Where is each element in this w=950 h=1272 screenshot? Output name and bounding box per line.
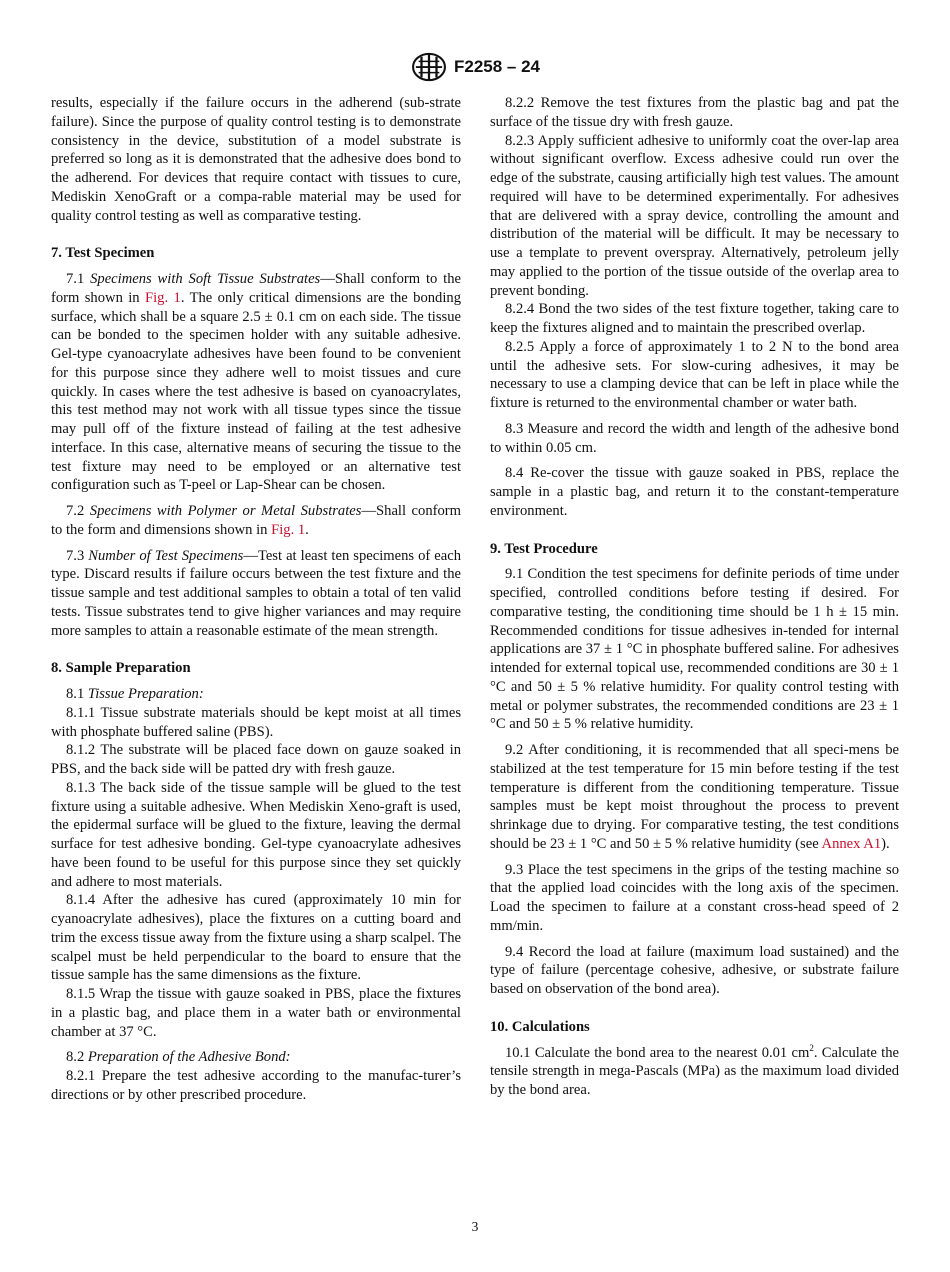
page-number: 3 — [471, 1219, 479, 1234]
paragraph-10-1: 10.1 Calculate the bond area to the nearest 0.01 $cm^2$. Calculate the tensile strength in mega-Pascals (MPa) as the maximum load divided by the bond area. — [490, 1042, 899, 1098]
paragraph-9-2: 9.2 After conditioning, it is recommended that all speci-mens be stabilized at the test temperature for 15 min before testing if the test temperature is different from the conditioning temperature. Tissue samples must be kept moist throughout the process to prevent shrinkage due to drying. For comparative testing, the test conditions should be 23 ± 1 °C and 50 ± 5 % relative humidity (see Annex A1). — [490, 742, 899, 852]
paragraph-8-1-1: 8.1.1 Tissue substrate materials should be kept moist at all times with phosphate buffered saline (PBS). — [51, 704, 461, 740]
paragraph-7-2: 7.2 Specimens with Polymer or Metal Substrates—Shall conform to the form and dimensions shown in Fig. 1. — [51, 503, 462, 538]
section-8-heading: 8. Sample Preparation — [51, 660, 191, 677]
paragraph-8-4: 8.4 Re-cover the tissue with gauze soaked in PBS, replace the sample in a plastic bag, and return it to the constant-temperature environment. — [490, 465, 899, 519]
section-10-heading: 10. Calculations — [490, 1018, 590, 1035]
paragraph-9-1: 9.1 Condition the test specimens for definite periods of time under specified, controlled conditions before testing if desired. For comparative testing, the conditioning time should be 1 h ± 15 min. Recommended conditions for tissue adhesives in-tended for internal applications are 37 ± 1 °C in phosphate buffered saline. For adhesives intended for external topical use, recommended conditions are 30 ± 1 °C and 50 ± 5 % relative humidity. For quality control testing with metal or polymer substrates, the recommended conditions are 23 ± 1 °C and 50 ± 5 % relative humidity. — [490, 566, 899, 733]
standard-designation: F2258 – 24 — [453, 57, 540, 76]
paragraph-8-2-4: 8.2.4 Bond the two sides of the test fixture together, taking care to keep the fixtures aligned and to maintain the prescribed overlap. — [490, 301, 899, 336]
astm-logo-icon — [410, 52, 448, 82]
paragraph-8-2-3: 8.2.3 Apply sufficient adhesive to uniformly coat the over-lap area without significant overflow. Excess adhesive could run over the edge of the substrate, causing artificially high test values. The amount required will have to be determined experimentally. For adhesives that are delivered with a spray device, controlling the amount and distribution of the material will be difficult. It may be necessary to use a template to prevent overspray. Alternatively, petroleum jelly may applied to the portion of the tissue outside of the overlap area to prevent bonding. — [490, 132, 899, 299]
paragraph-8-1-2: 8.1.2 The substrate will be placed face down on gauze soaked in PBS, and the back side will be patted dry with fresh gauze. — [51, 742, 461, 777]
section-9-heading: 9. Test Procedure — [490, 540, 598, 557]
paragraph-7-1-title: Specimens with Soft Tissue Substrates — [90, 271, 321, 287]
paragraph-8-1-4: 8.1.4 After the adhesive has cured (approximately 10 min for cyanoacrylate adhesives), place the fixtures on a cutting board and trim the excess tissue away from the fixture using a sharp scalpel. The scalpel must be held perpendicular to the board to ensure that the tissue sample has the same dimensions as the fixture. — [51, 892, 461, 984]
paragraph-9-4: 9.4 Record the load at failure (maximum load sustained) and the type of failure (percentage cohesive, adhesive, or substrate failure based on observation of the bond area). — [490, 943, 899, 997]
paragraph-8-1-5: 8.1.5 Wrap the tissue with gauze soaked in PBS, place the fixtures in a plastic bag, and place them in a water bath or environmental chamber at 37 °C. — [51, 986, 461, 1040]
paragraph-9-3: 9.3 Place the test specimens in the grips of the testing machine so that the applied load coincides with the long axis of the specimen. Load the specimen to failure at a constant cross-head speed of 2 mm/min. — [490, 861, 899, 934]
page-header — [0, 50, 950, 84]
paragraph-8-1-3: 8.1.3 The back side of the tissue sample will be glued to the test fixture using a suitable adhesive. When Mediskin Xeno-graft is used, the epidermal surface will be glued to the fixture, leaving the dermal surface for test adhesive bonding. Gel-type cyanoacrylate adhesives have been found to be useful for this purpose since they set quickly and adhere to most materials. — [51, 779, 461, 890]
paragraph-8-2-2: 8.2.2 Remove the test fixtures from the plastic bag and pat the surface of the tissue dry with fresh gauze. — [490, 95, 899, 130]
intro-paragraph: results, especially if the failure occurs in the adherend (sub-strate failure). Since the purpose of quality control testing is to demonstrate consistency in the device, substitution of a model substrate is preferred so long as it is demonstrated that the adhesive does bond to the adherend. For devices that require contact with tissues to cure, Mediskin XenoGraft or a compa-rable material may be used for quality control testing as well as comparative testing. — [51, 95, 461, 224]
section-7-heading: 7. Test Specimen — [51, 245, 155, 262]
paragraph-7-1: 7.1 Specimens with Soft Tissue Substrates—Shall conform to the form shown in Fig. 1. The only critical dimensions are the bonding surface, which shall be a square 2.5 ± 0.1 cm on each side. The tissue can be bonded to the specimen holder with any suitable adhesive. Gel-type cyanoacrylate adhesives have been found to be convenient for this purpose since they adhere well to moist tissues and cure quickly. In cases where the test adhesive is based on cyanoacrylates, this test method may not work with all tissue types since the tissue may pull off of the fixture instead of failing at the test adhesive interface. In this case, alternative means of securing the tissue to the test fixture may need to be employed or an alternative test configuration such as T-peel or Lap-Shear can be chosen. — [51, 271, 462, 494]
paragraph-7-2-title: Specimens with Polymer or Metal Substrates — [89, 503, 362, 519]
left-column — [51, 94, 461, 1105]
paragraph-8-3: 8.3 Measure and record the width and length of the adhesive bond to within 0.05 cm. — [490, 420, 899, 456]
fig-1-link[interactable]: Fig. 1 — [145, 289, 181, 306]
paragraph-8-2: 8.2 Preparation of the Adhesive Bond: — [66, 1049, 291, 1066]
paragraph-8-2-1: 8.2.1 Prepare the test adhesive according to the manufac-turer’s directions or by other prescribed procedure. — [51, 1068, 461, 1103]
paragraph-8-1-title: Tissue Preparation: — [87, 686, 204, 702]
fig-1-link[interactable]: Fig. 1 — [271, 521, 306, 538]
superscript-2: 2 — [809, 1042, 814, 1053]
right-column — [490, 94, 899, 1100]
paragraph-7-3-title: Number of Test Specimens — [88, 547, 244, 564]
annex-a1-link[interactable]: Annex A1 — [821, 835, 882, 852]
paragraph-8-2-title: Preparation of the Adhesive Bond: — [87, 1049, 291, 1066]
paragraph-8-1: 8.1 Tissue Preparation: — [66, 686, 204, 702]
paragraph-7-3: 7.3 Number of Test Specimens—Test at least ten specimens of each type. Discard results if failure occurs between the test fixture and the tissue sample and test additional samples to obtain a total of ten valid tests. Tissue substrates tend to give higher variances and may require more samples to attain a reasonable estimate of the mean strength. — [51, 547, 462, 639]
paragraph-8-2-5: 8.2.5 Apply a force of approximately 1 to 2 N to the bond area until the adhesive sets. For slow-curing adhesives, it may be necessary to use a clamping device that can be left in place while the fixture is returned to the environmental chamber or water bath. — [490, 338, 899, 411]
